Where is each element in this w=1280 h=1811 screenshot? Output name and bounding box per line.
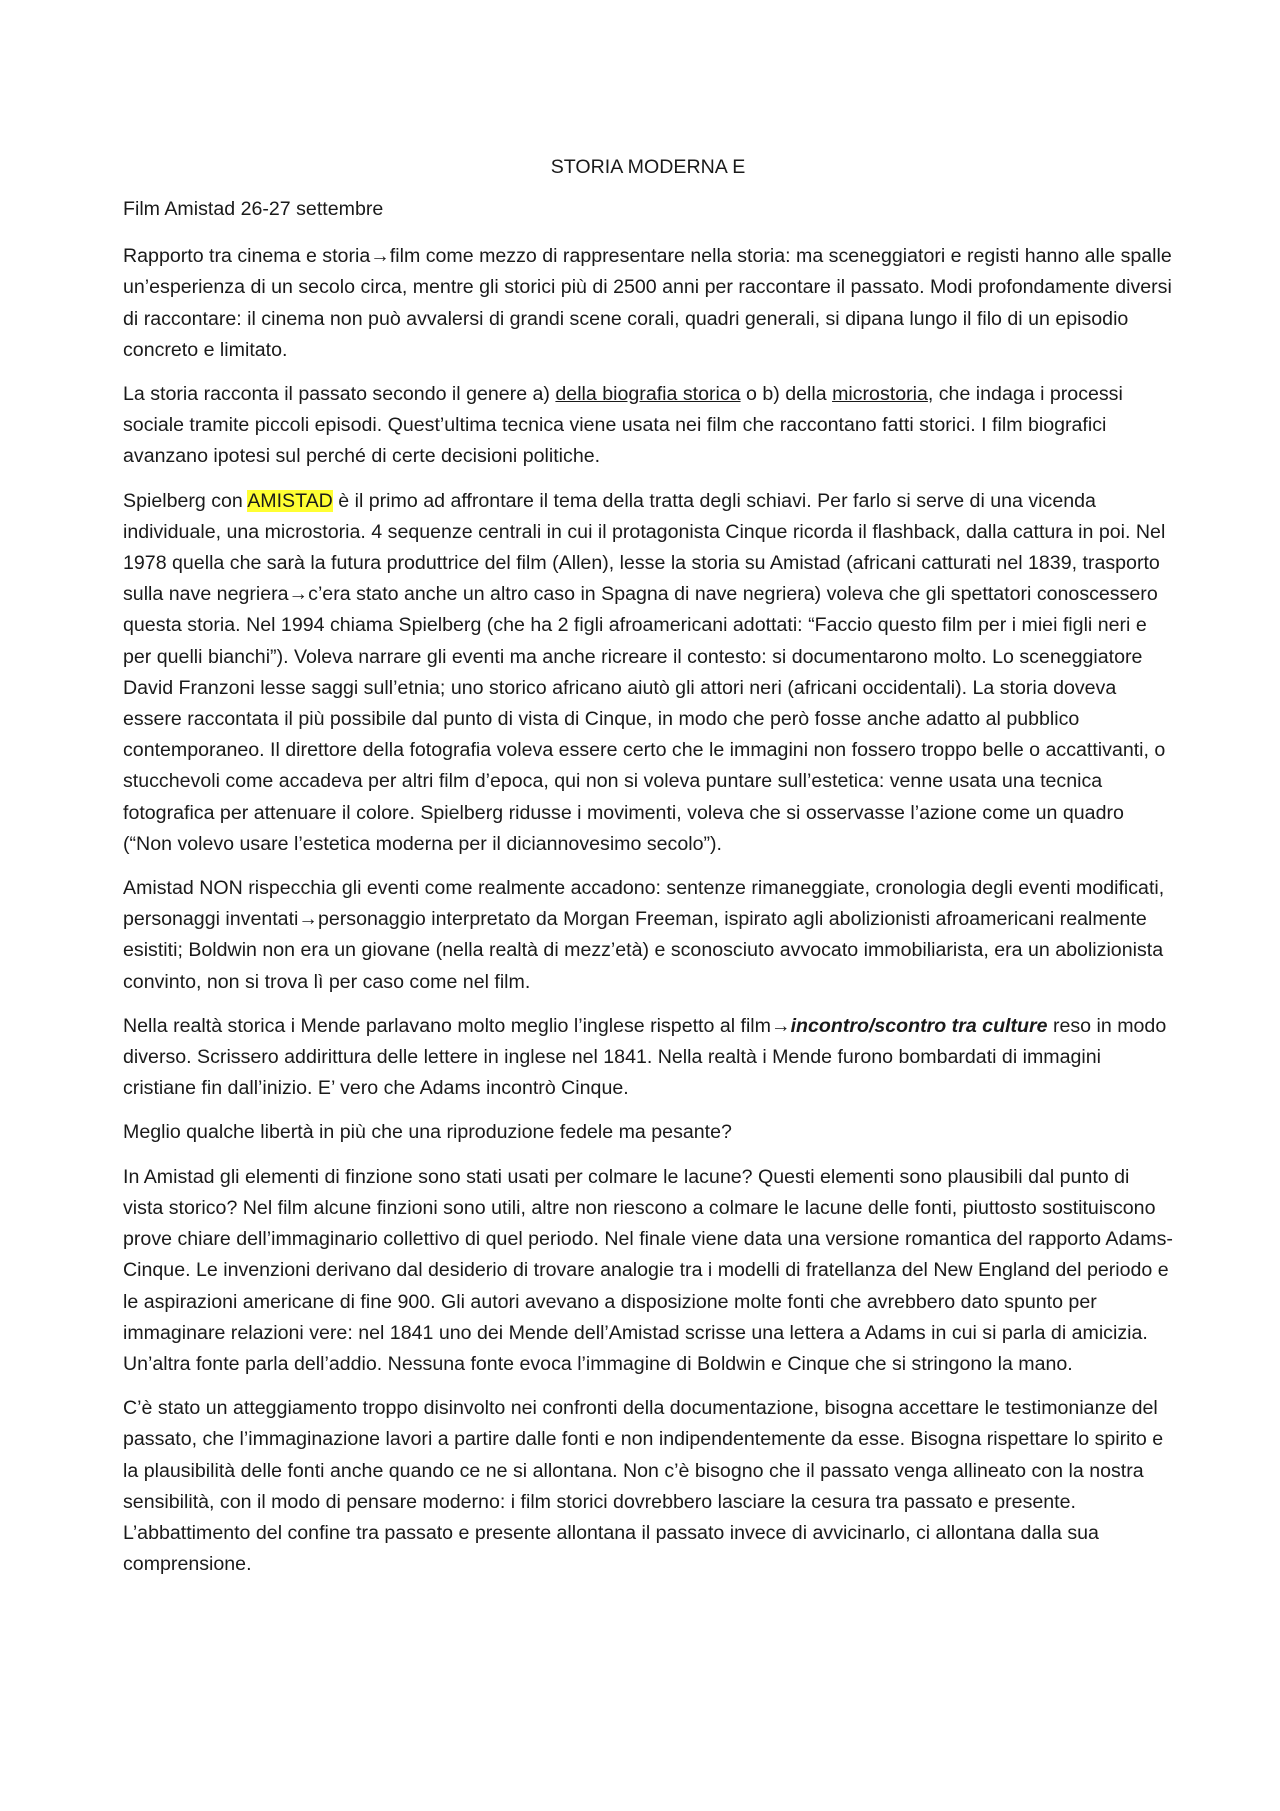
paragraph <box>123 1162 1173 1380</box>
emphasized-term: incontro/scontro tra culture <box>790 1014 1048 1037</box>
document-body <box>123 152 1173 1593</box>
text-segment: Rapporto tra cinema e storia→film come mezzo di rappresentare nella storia: ma sceneggiatori e registi hanno alle spalle un’esperienza di un secolo circa, mentre gli storici più di 2500 anni per raccontare il passato. Modi profondamente diversi di raccontare: il cinema non può avvalersi di grandi scene corali, quadri generali, si dipana lungo il filo di un episodio concreto e limitato. <box>123 245 1172 361</box>
text-segment: La storia racconta il passato secondo il genere a) <box>123 383 556 406</box>
text-segment: o b) della <box>740 383 833 406</box>
text-segment: Spielberg con <box>123 489 248 512</box>
paragraphs-container <box>123 241 1173 1580</box>
underlined-term: microstoria <box>832 383 928 406</box>
highlighted-term: AMISTAD <box>247 489 333 512</box>
text-segment: C’è stato un atteggiamento troppo disinvolto nei confronti della documentazione, bisogna accettare le testimonianze del passato, che l’immaginazione lavori a partire dalle fonti e non indipendentemente da esse. Bisogna rispettare lo spirito e la plausibilità delle fonti anche quando ce ne si allontana. Non c’è bisogno che il passato venga allineato con la nostra sensibilità, con il modo di pensare moderno: i film storici dovrebbero lasciare la cesura tra passato e presente. L’abbattimento del confine tra passato e presente allontana il passato invece di avvicinarlo, ci allontana dalla sua comprensione. <box>123 1397 1164 1576</box>
text-segment: Amistad NON rispecchia gli eventi come realmente accadono: sentenze rimaneggiate, cronologia degli eventi modificati, personaggi inventati→personaggio interpretato da Morgan Freeman, ispirato agli abolizionisti afroamericani realmente esistiti; Boldwin non era un giovane (nella realtà di mezz’età) e sconosciuto avvocato immobiliarista, era un abolizionista convinto, non si trova lì per caso come nel film. <box>123 877 1165 993</box>
paragraph <box>123 873 1173 998</box>
text-segment: è il primo ad affrontare il tema della tratta degli schiavi. Per farlo si serve di una vicenda individuale, una microstoria. 4 sequenze centrali in cui il protagonista Cinque ricorda il flashback, dalla cattura in poi. Nel 1978 quella che sarà la futura produttrice del film (Allen), lesse la storia su Amistad (africani catturati nel 1839, trasporto sulla nave negriera→c’era stato anche un altro caso in Spagna di nave negriera) voleva che gli spettatori conoscessero questa storia. Nel 1994 chiama Spielberg (che ha 2 figli afroamericani adottati: “Faccio questo film per i miei figli neri e per quelli bianchi”). Voleva narrare gli eventi ma anche ricreare il contesto: si documentarono molto. Lo sceneggiatore David Franzoni lesse saggi sull’etnia; uno storico africano aiutò gli attori neri (africani occidentali). La storia doveva essere raccontata il più possibile dal punto di vista di Cinque, in modo che però fosse anche adatto al pubblico contemporaneo. Il direttore della fotografia voleva essere certo che le immagini non fossero troppo belle o accattivanti, o stucchevoli come accadeva per altri film d’epoca, qui non si voleva puntare sull’estetica: venne usata una tecnica fotografica per attenuare il colore. Spielberg ridusse i movimenti, voleva che si osservasse l’azione come un quadro (“Non volevo usare l’estetica moderna per il diciannovesimo secolo”). <box>123 489 1166 855</box>
underlined-term: della biografia storica <box>555 383 741 406</box>
text-segment: reso in modo diverso. Scrissero addirittura delle lettere in inglese nel 1841. Nella realtà i Mende furono bombardati di immagini cristiane fin dall’inizio. E’ vero che Adams incontrò Cinque. <box>123 1014 1167 1100</box>
paragraph <box>123 1393 1173 1580</box>
paragraph <box>123 1117 1173 1148</box>
page-subtitle: Film Amistad 26-27 settembre <box>123 198 384 220</box>
page-title: STORIA MODERNA E <box>550 156 746 178</box>
paragraph <box>123 486 1173 860</box>
text-segment: Nella realtà storica i Mende parlavano molto meglio l’inglese rispetto al film→ <box>123 1014 791 1037</box>
text-segment: In Amistad gli elementi di finzione sono stati usati per colmare le lacune? Questi elementi sono plausibili dal punto di vista storico? Nel film alcune finzioni sono utili, altre non riescono a colmare le lacune delle fonti, piuttosto sostituiscono prove chiare dell’immaginario collettivo di quel periodo. Nel finale viene data una versione romantica del rapporto Adams-Cinque. Le invenzioni derivano dal desiderio di trovare analogie tra i modelli di fratellanza del New England del periodo e le aspirazioni americane di fine 900. Gli autori avevano a disposizione molte fonti che avrebbero dato spunto per immaginare relazioni vere: nel 1841 uno dei Mende dell’Amistad scrisse una lettera a Adams in cui si parla di amicizia. Un’altra fonte parla dell’addio. Nessuna fonte evoca l’immagine di Boldwin e Cinque che si stringono la mano. <box>123 1165 1173 1375</box>
paragraph <box>123 1011 1173 1105</box>
paragraph <box>123 379 1173 473</box>
text-segment: Meglio qualche libertà in più che una riproduzione fedele ma pesante? <box>123 1121 732 1144</box>
text-segment: , che indaga i processi sociale tramite piccoli episodi. Quest’ultima tecnica viene usata nei film che raccontano fatti storici. I film biografici avanzano ipotesi sul perché di certe decisioni politiche. <box>123 383 1123 468</box>
paragraph <box>123 241 1173 366</box>
